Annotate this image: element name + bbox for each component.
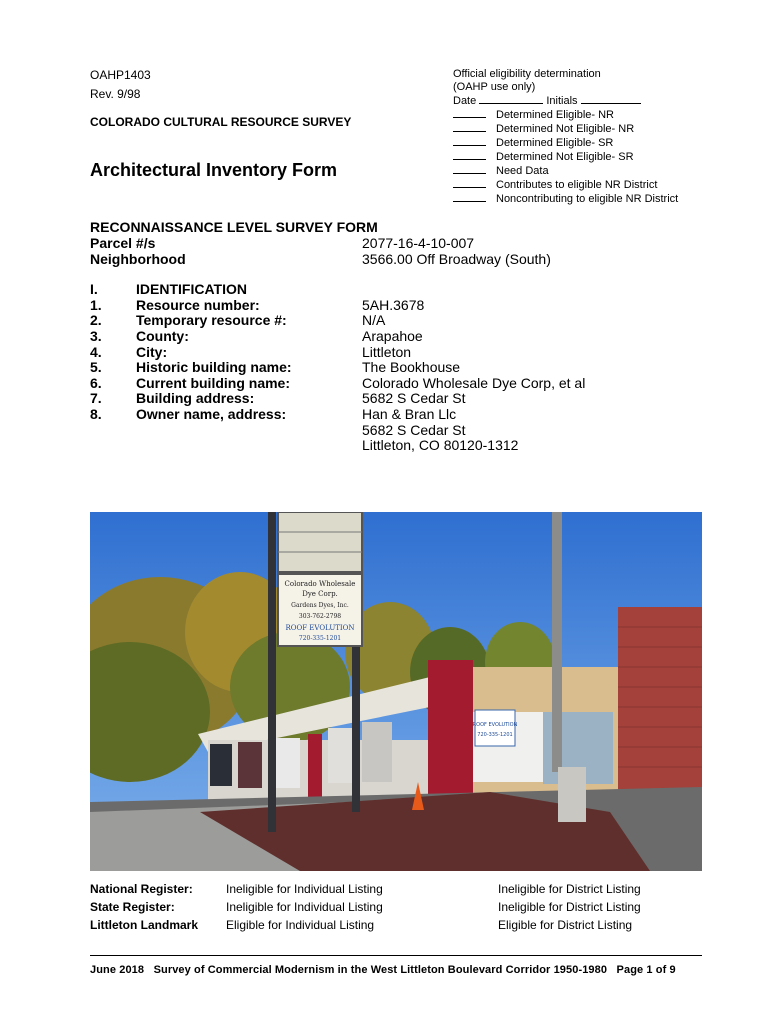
item-number: 2. (90, 312, 102, 328)
item-number: 1. (90, 297, 102, 313)
register-district: Ineligible for District Listing (498, 900, 641, 914)
item-value: Han & Bran Llc (362, 406, 457, 422)
option-label: Need Data (496, 165, 549, 177)
date-blank[interactable] (479, 94, 543, 104)
register-individual: Ineligible for Individual Listing (226, 882, 383, 896)
item-value: The Bookhouse (362, 359, 461, 375)
option-label: Noncontributing to eligible NR District (496, 193, 679, 205)
register-label: Littleton Landmark (90, 918, 199, 932)
checkbox-blank[interactable] (453, 108, 486, 118)
item-label: Owner name, address: (136, 406, 287, 422)
item-number: 3. (90, 328, 102, 344)
option-label: Determined Not Eligible- NR (496, 123, 635, 135)
checkbox-blank[interactable] (453, 150, 486, 160)
item-value: Arapahoe (362, 328, 423, 344)
item-number: 7. (90, 390, 102, 406)
eligibility-option (453, 150, 678, 164)
item-label: Building address: (136, 390, 255, 406)
option-label: Determined Eligible- SR (496, 137, 614, 149)
item-label: City: (136, 344, 168, 360)
item-number: 6. (90, 375, 102, 391)
owner-address-line: 5682 S Cedar St (362, 422, 466, 438)
eligibility-option (453, 178, 678, 192)
item-value: 5682 S Cedar St (362, 390, 466, 406)
option-label: Determined Eligible- NR (496, 109, 614, 121)
eligibility-option (453, 108, 678, 122)
item-value: Colorado Wholesale Dye Corp, et al (362, 375, 586, 391)
pole-sign-line: Dye Corp. (302, 590, 338, 598)
item-label: Historic building name: (136, 359, 292, 375)
option-label: Contributes to eligible NR District (496, 179, 658, 191)
neighborhood-value: 3566.00 Off Broadway (South) (362, 251, 551, 267)
initials-label: Initials (546, 95, 578, 107)
form-number: OAHP1403 (90, 68, 151, 82)
item-label: Temporary resource #: (136, 312, 287, 328)
pole-sign-line: Colorado Wholesale (284, 580, 356, 588)
revision-date: Rev. 9/98 (90, 87, 141, 101)
eligibility-date-initials (453, 94, 678, 108)
option-label: Determined Not Eligible- SR (496, 151, 634, 163)
eligibility-option (453, 164, 678, 178)
eligibility-option (453, 136, 678, 150)
date-label: Date (453, 95, 477, 107)
register-label: State Register: (90, 900, 175, 914)
register-label: National Register: (90, 882, 193, 896)
checkbox-blank[interactable] (453, 192, 486, 202)
initials-blank[interactable] (581, 94, 641, 104)
eligibility-heading: Official eligibility determination (453, 68, 601, 80)
item-value: Littleton (362, 344, 412, 360)
item-value: 5AH.3678 (362, 297, 425, 313)
item-value: N/A (362, 312, 386, 328)
checkbox-blank[interactable] (453, 164, 486, 174)
owner-address-line: Littleton, CO 80120-1312 (362, 437, 519, 453)
item-label: County: (136, 328, 189, 344)
pole-sign-line: Gardens Dyes, Inc. (291, 602, 349, 609)
recon-heading: RECONNAISSANCE LEVEL SURVEY FORM (90, 219, 378, 235)
neighborhood-label: Neighborhood (90, 251, 186, 267)
eligibility-option (453, 122, 678, 136)
building-sign-text: ROOF EVOLUTION (472, 722, 518, 728)
eligibility-block (453, 68, 678, 206)
checkbox-blank[interactable] (453, 136, 486, 146)
register-district: Eligible for District Listing (498, 918, 633, 932)
page-footer: June 2018 Survey of Commercial Modernism in the West Littleton Boulevard Corridor 1950-1980 Page 1 of 9 (90, 964, 676, 976)
register-district: Ineligible for District Listing (498, 882, 641, 896)
register-individual: Ineligible for Individual Listing (226, 900, 383, 914)
item-number: 4. (90, 344, 102, 360)
building-photo (90, 512, 702, 871)
pole-sign-line: 720-335-1201 (298, 635, 342, 642)
eligibility-subheading: (OAHP use only) (453, 81, 536, 93)
pole-sign-line: 303-762-2798 (298, 613, 342, 620)
pole-sign-line: ROOF EVOLUTION (285, 624, 355, 632)
section-number: I. (90, 281, 98, 297)
survey-title: COLORADO CULTURAL RESOURCE SURVEY (90, 115, 352, 129)
building-sign-phone: 720-335-1201 (477, 732, 513, 738)
checkbox-blank[interactable] (453, 178, 486, 188)
footer-divider (90, 955, 702, 956)
parcel-label: Parcel #/s (90, 235, 156, 251)
section-title: IDENTIFICATION (136, 281, 247, 297)
eligibility-option (453, 192, 678, 206)
item-number: 5. (90, 359, 102, 375)
checkbox-blank[interactable] (453, 122, 486, 132)
item-label: Resource number: (136, 297, 260, 313)
parcel-value: 2077-16-4-10-007 (362, 235, 475, 251)
item-label: Current building name: (136, 375, 290, 391)
form-title: Architectural Inventory Form (90, 160, 338, 180)
item-number: 8. (90, 406, 102, 422)
register-individual: Eligible for Individual Listing (226, 918, 375, 932)
